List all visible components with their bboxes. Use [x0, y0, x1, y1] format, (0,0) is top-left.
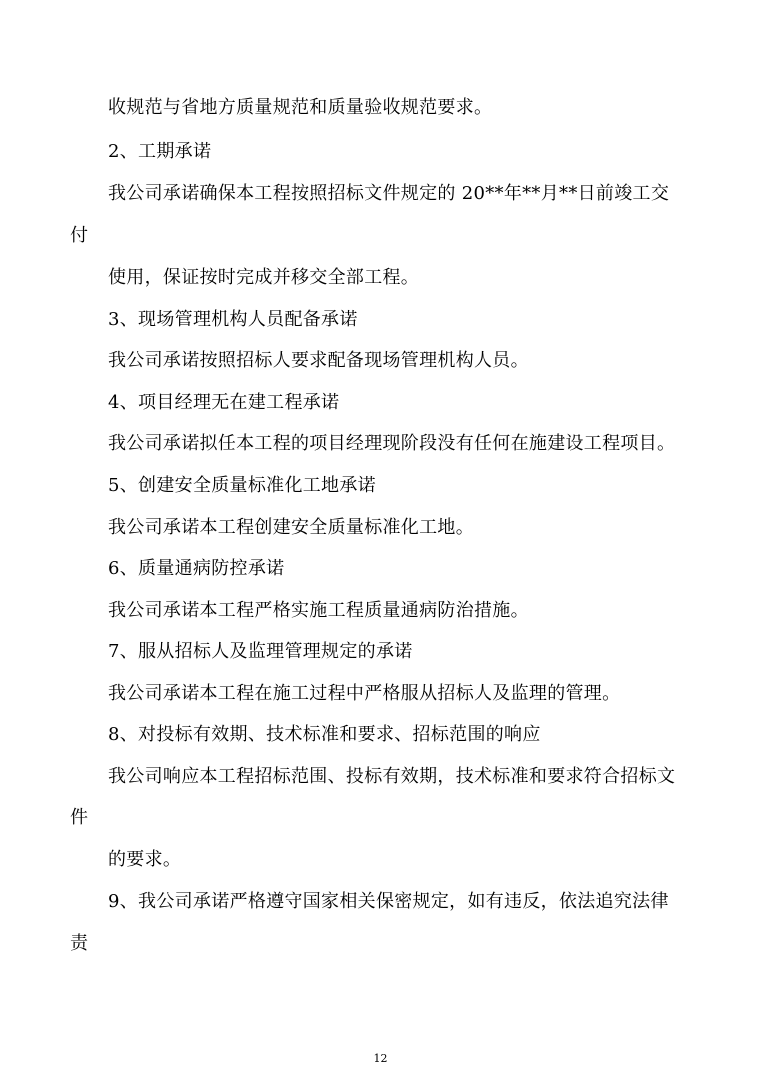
- heading-bid-response: 8、对投标有效期、技术标准和要求、招标范围的响应: [108, 724, 541, 745]
- heading-compliance-commitment: 7、服从招标人及监理管理规定的承诺: [108, 641, 413, 662]
- heading-project-manager-commitment: 4、项目经理无在建工程承诺: [108, 392, 340, 413]
- heading-schedule-commitment: 2、工期承诺: [108, 141, 212, 162]
- page-number: 12: [373, 1052, 388, 1065]
- heading-site-management-commitment: 3、现场管理机构人员配备承诺: [108, 309, 358, 330]
- text-line-wrap: 付: [70, 225, 89, 246]
- text-line: 的要求。: [108, 849, 182, 870]
- text-line-wrap: 责: [70, 933, 89, 954]
- text-line: 我公司承诺拟任本工程的项目经理现阶段没有任何在施建设工程项目。: [108, 433, 676, 454]
- text-line: 我公司承诺本工程创建安全质量标准化工地。: [108, 517, 474, 538]
- heading-safety-quality-commitment: 5、创建安全质量标准化工地承诺: [108, 475, 376, 496]
- heading-quality-defect-commitment: 6、质量通病防控承诺: [108, 558, 285, 579]
- text-line: 我公司响应本工程招标范围、投标有效期，技术标准和要求符合招标文: [108, 766, 676, 787]
- heading-confidentiality-commitment: 9、我公司承诺严格遵守国家相关保密规定，如有违反，依法追究法律: [108, 891, 669, 912]
- text-line: 我公司承诺本工程在施工过程中严格服从招标人及监理的管理。: [108, 683, 621, 704]
- text-line-wrap: 件: [70, 807, 89, 828]
- text-line: 使用，保证按时完成并移交全部工程。: [108, 267, 420, 288]
- text-line: 我公司承诺按照招标人要求配备现场管理机构人员。: [108, 350, 529, 371]
- text-line: 我公司承诺确保本工程按照招标文件规定的 20**年**月**日前竣工交: [108, 183, 670, 204]
- text-line-continuation: 收规范与省地方质量规范和质量验收规范要求。: [108, 97, 493, 118]
- text-line: 我公司承诺本工程严格实施工程质量通病防治措施。: [108, 600, 529, 621]
